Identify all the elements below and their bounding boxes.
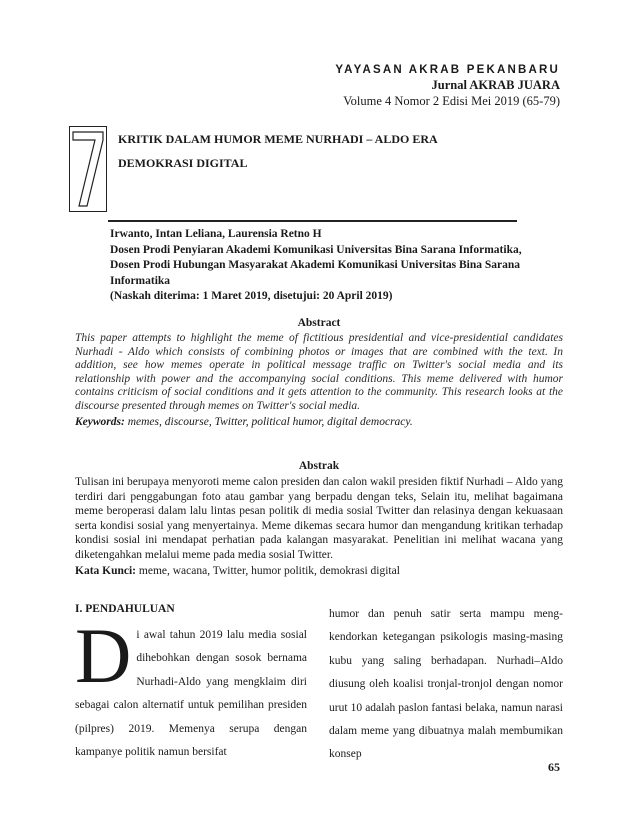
keywords-label: Keywords:: [75, 415, 125, 428]
body-column-left: [75, 603, 307, 764]
page-number: 65: [548, 760, 560, 774]
keywords-list: memes, discourse, Twitter, political humor, digital democracy.: [124, 415, 413, 428]
kata-kunci-list: meme, wacana, Twitter, humor politik, demokrasi digital: [136, 565, 400, 577]
section-title: I. PENDAHULUAN: [75, 603, 175, 615]
author-affiliation-1: Dosen Prodi Penyiaran Akademi Komunikasi Universitas Bina Sarana Informatika,: [110, 243, 522, 256]
abstract-text: This paper attempts to highlight the meme of fictitious presidential and vice-presidential candidates Nurhadi - Aldo which consists of combining photos or images that are combined with the text. In addition, see how memes operate in political message traffic on Twitter's social media and its relationship with power and the accompanying social conditions. This meme delivered with humor contains criticism of social conditions and it gets attention to the community. This research looks at the discourse presented through memes on Twitter's social media.: [75, 332, 563, 412]
intro-paragraph: [75, 612, 307, 764]
abstrak-text: Tulisan ini berupaya menyoroti meme calon presiden dan calon wakil presiden fiktif Nurhadi – Aldo yang terdiri dari penggabungan foto atau gambar yang berpadu dengan teks, Selain itu, melihat bagaimana meme beroperasi dalam lalu lintas pesan politik di media sosial Twitter dan relasinya dengan kekuasaan serta kondisi sosial yang menyertainya. Meme dikemas secara humor dan mengandung kritikan terhadap kondisi sosial ini mendapat perhatian pada kalangan masyarakat. Penelitian ini melihat wacana yang diketengahkan melalui meme pada media sosial Twitter.: [75, 476, 563, 561]
kata-kunci: [75, 564, 563, 578]
article-title: [118, 127, 438, 175]
author-names: Irwanto, Intan Leliana, Laurensia Retno H: [110, 228, 322, 240]
author-affiliation-2: Dosen Prodi Hubungan Masyarakat Akademi Komunikasi Universitas Bina Sarana Informatika: [110, 259, 521, 287]
chapter-number-glyph: [70, 127, 106, 211]
received-dates: (Naskah diterima: 1 Maret 2019, disetujui: 20 April 2019): [110, 290, 393, 302]
article-title-line-1: KRITIK DALAM HUMOR MEME NURHADI – ALDO ERA: [118, 132, 438, 146]
chapter-number-box: [69, 126, 107, 212]
chapter-number-text: 7: [70, 127, 71, 128]
author-block: [110, 227, 580, 305]
drop-cap: D: [75, 612, 132, 699]
article-title-line-2: DEMOKRASI DIGITAL: [118, 156, 248, 170]
publisher-name: YAYASAN AKRAB PEKANBARU: [335, 64, 560, 76]
abstract-heading: Abstract: [297, 317, 341, 329]
kata-kunci-label: Kata Kunci:: [75, 565, 137, 577]
abstract-english: [75, 317, 563, 429]
journal-header: [335, 64, 560, 109]
intro-text-left: i awal tahun 2019 lalu media sosial dihebohkan dengan sosok bernama Nurhadi-Aldo yang mengklaim diri sebagai calon alternatif untuk pemilihan presiden (pilpres) 2019. Memenya serupa dengan kampanye politik namun bersifat: [75, 629, 307, 759]
abstract-indonesian: [75, 460, 563, 578]
abstrak-heading: Abstrak: [298, 460, 340, 472]
journal-name: Jurnal AKRAB JUARA: [431, 78, 560, 92]
keywords: [75, 415, 563, 429]
body-column-right: humor dan penuh satir serta mampu meng-kendorkan ketegangan psikologis masing-masing kubu yang saling berhadapan. Nurhadi–Aldo diusung oleh koalisi tronjal-tronjol dengan nomor urut 10 adalah paslon fantasi belaka, namun narasi dalam meme yang dibuatnya malah membumikan konsep: [329, 608, 563, 761]
title-divider: [108, 220, 517, 222]
volume-info: Volume 4 Nomor 2 Edisi Mei 2019 (65-79): [343, 94, 560, 108]
